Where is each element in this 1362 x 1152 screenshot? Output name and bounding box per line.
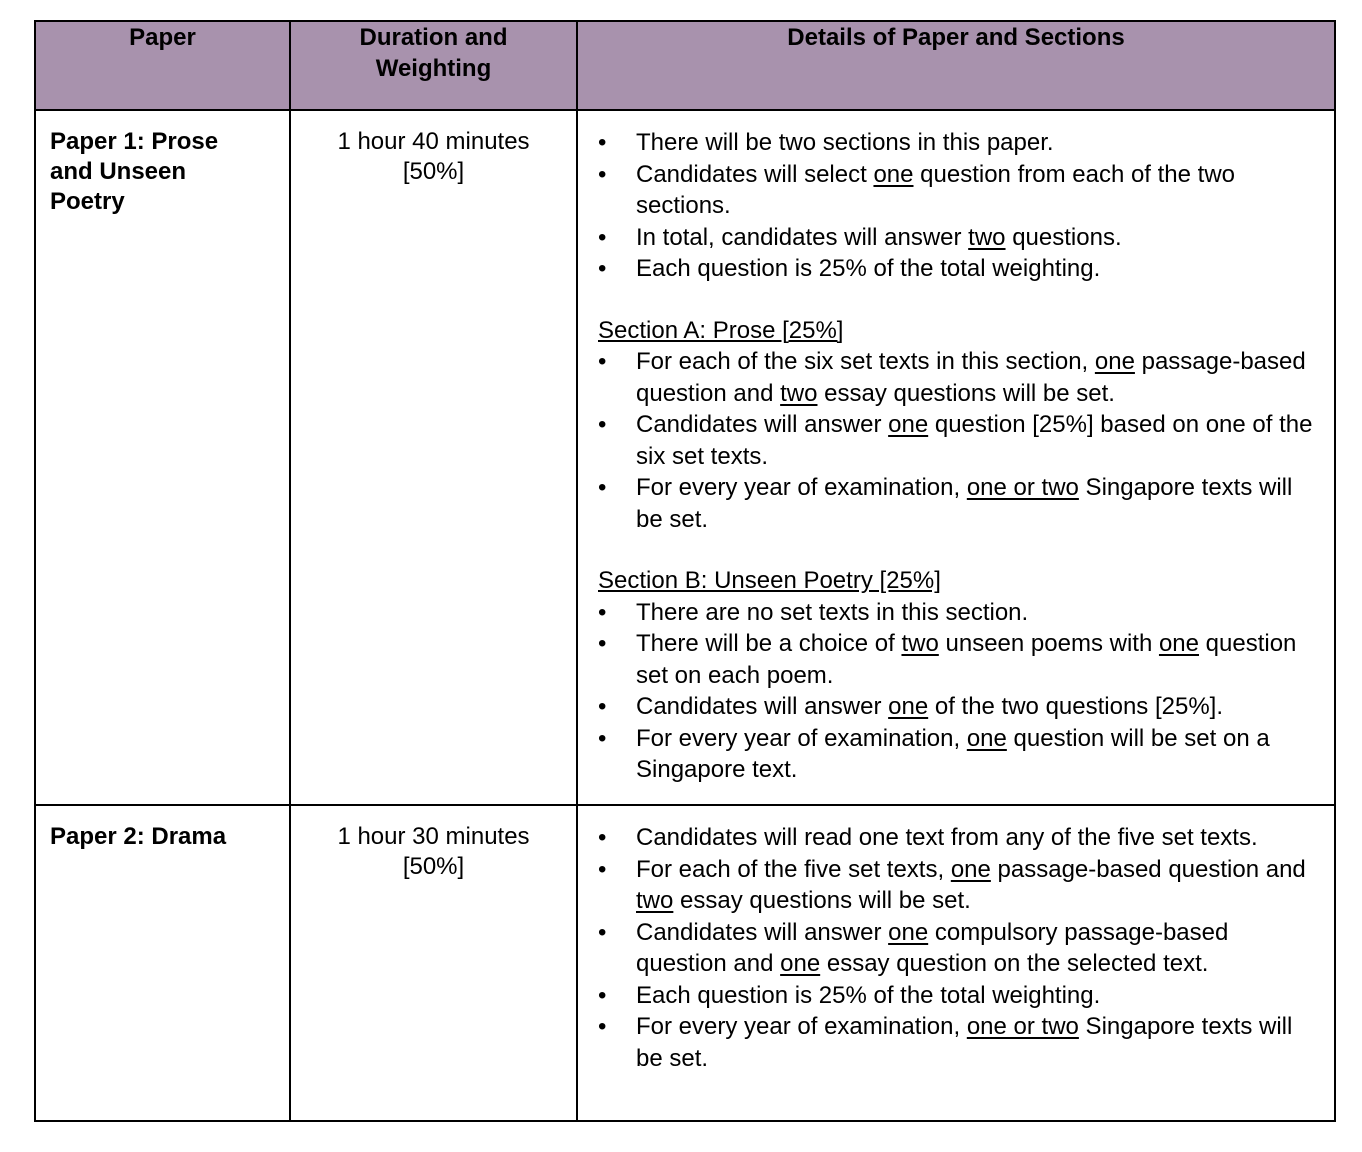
bullet-item bbox=[598, 159, 1324, 222]
table-row bbox=[35, 805, 1335, 1121]
bullet-item bbox=[598, 472, 1324, 535]
bullet-text: For each of the six set texts in this section, bbox=[636, 348, 1095, 375]
emphasis-text: two bbox=[968, 223, 1006, 251]
bullet-text: Candidates will select bbox=[636, 160, 874, 188]
bullet-text: essay question on the selected text. bbox=[820, 950, 1209, 977]
weighting: [50%] bbox=[402, 853, 465, 880]
emphasis-text: one bbox=[888, 918, 929, 946]
duration-cell bbox=[290, 110, 577, 805]
emphasis-text: one bbox=[888, 693, 929, 720]
table-row bbox=[35, 110, 1335, 805]
bullet-text: For every year of examination, bbox=[636, 724, 967, 752]
bullet-text: For each of the five set texts, bbox=[636, 855, 951, 883]
bullet-item bbox=[598, 253, 1324, 285]
bullet-text: question will be set on a Singapore text. bbox=[636, 724, 1270, 783]
section-title: Section A: Prose [25%] bbox=[598, 316, 844, 344]
emphasis-text: two bbox=[901, 630, 939, 657]
details-cell bbox=[577, 110, 1335, 805]
duration: 1 hour 40 minutes bbox=[337, 128, 530, 155]
bullet-list bbox=[598, 127, 1324, 285]
weighting: [50%] bbox=[402, 158, 465, 185]
bullet-text: In total, candidates will answer bbox=[636, 223, 969, 251]
bullet-text: Each question is 25% of the total weighting. bbox=[636, 255, 1101, 282]
details-cell bbox=[577, 805, 1335, 1121]
bullet-item bbox=[598, 822, 1324, 854]
bullet-item bbox=[598, 723, 1324, 786]
bullet-text: Candidates will read one text from any of the five set texts. bbox=[636, 824, 1258, 851]
emphasis-text: one bbox=[1158, 630, 1199, 657]
bullet-text: For every year of examination, bbox=[636, 474, 967, 501]
header-row bbox=[35, 21, 1335, 110]
bullet-text: Each question is 25% of the total weighting. bbox=[636, 981, 1101, 1009]
bullet-text: Candidates will answer bbox=[636, 411, 889, 438]
bullet-item bbox=[598, 628, 1324, 691]
paper-structure-table bbox=[34, 20, 1336, 1122]
emphasis-text: one bbox=[950, 855, 991, 883]
bullet-text: questions. bbox=[1005, 223, 1122, 251]
paper-name: Paper 2: Drama bbox=[50, 823, 227, 850]
bullet-item bbox=[598, 691, 1324, 723]
bullet-text: compulsory passage-based question and bbox=[636, 918, 1229, 977]
bullet-text: Singapore texts will be set. bbox=[636, 1013, 1293, 1072]
bullet-item bbox=[598, 346, 1324, 409]
bullet-text: question [25%] based on one of the six set texts. bbox=[636, 411, 1313, 470]
bullet-list bbox=[598, 346, 1324, 535]
bullet-item bbox=[598, 917, 1324, 980]
bullet-text: passage-based question and bbox=[990, 855, 1306, 883]
header-details: Details of Paper and Sections bbox=[577, 21, 1335, 110]
bullet-text: question from each of the two sections. bbox=[636, 160, 1236, 219]
bullet-text: question set on each poem. bbox=[636, 630, 1297, 689]
bullet-text: There are no set texts in this section. bbox=[636, 598, 1029, 626]
emphasis-text: one or two bbox=[966, 474, 1079, 501]
bullet-item bbox=[598, 127, 1324, 159]
duration: 1 hour 30 minutes bbox=[337, 823, 530, 850]
bullet-text: Candidates will answer bbox=[636, 693, 889, 720]
header-duration: Duration and Weighting bbox=[290, 21, 577, 110]
bullet-text: For every year of examination, bbox=[636, 1013, 967, 1040]
header-paper: Paper bbox=[35, 21, 290, 110]
emphasis-text: one bbox=[966, 724, 1007, 752]
emphasis-text: one or two bbox=[966, 1013, 1079, 1040]
bullet-text: Candidates will answer bbox=[636, 918, 889, 946]
duration-cell bbox=[290, 805, 577, 1121]
emphasis-text: one bbox=[780, 950, 821, 977]
bullet-item bbox=[598, 1011, 1324, 1074]
bullet-item bbox=[598, 854, 1324, 917]
bullet-list bbox=[598, 597, 1324, 786]
bullet-text: Singapore texts will be set. bbox=[636, 474, 1293, 533]
bullet-text: passage-based question and bbox=[636, 348, 1306, 407]
emphasis-text: one bbox=[1094, 348, 1135, 375]
bullet-text: unseen poems with bbox=[938, 630, 1159, 657]
bullet-text: essay questions will be set. bbox=[817, 379, 1115, 407]
section-title: Section B: Unseen Poetry [25%] bbox=[598, 567, 941, 594]
paper-cell bbox=[35, 110, 290, 805]
bullet-item bbox=[598, 409, 1324, 472]
bullet-item bbox=[598, 222, 1324, 254]
bullet-item bbox=[598, 597, 1324, 629]
emphasis-text: one bbox=[888, 411, 929, 438]
emphasis-text: one bbox=[873, 160, 914, 188]
paper-name: Paper 1: Prose and Unseen Poetry bbox=[50, 128, 219, 215]
bullet-list bbox=[598, 822, 1324, 1074]
paper-cell bbox=[35, 805, 290, 1121]
emphasis-text: two bbox=[636, 887, 674, 914]
bullet-text: essay questions will be set. bbox=[673, 887, 971, 914]
bullet-text: There will be two sections in this paper. bbox=[636, 129, 1054, 156]
bullet-text: of the two questions [25%]. bbox=[928, 693, 1224, 720]
emphasis-text: two bbox=[780, 379, 818, 407]
bullet-item bbox=[598, 980, 1324, 1012]
bullet-text: There will be a choice of bbox=[636, 630, 902, 657]
